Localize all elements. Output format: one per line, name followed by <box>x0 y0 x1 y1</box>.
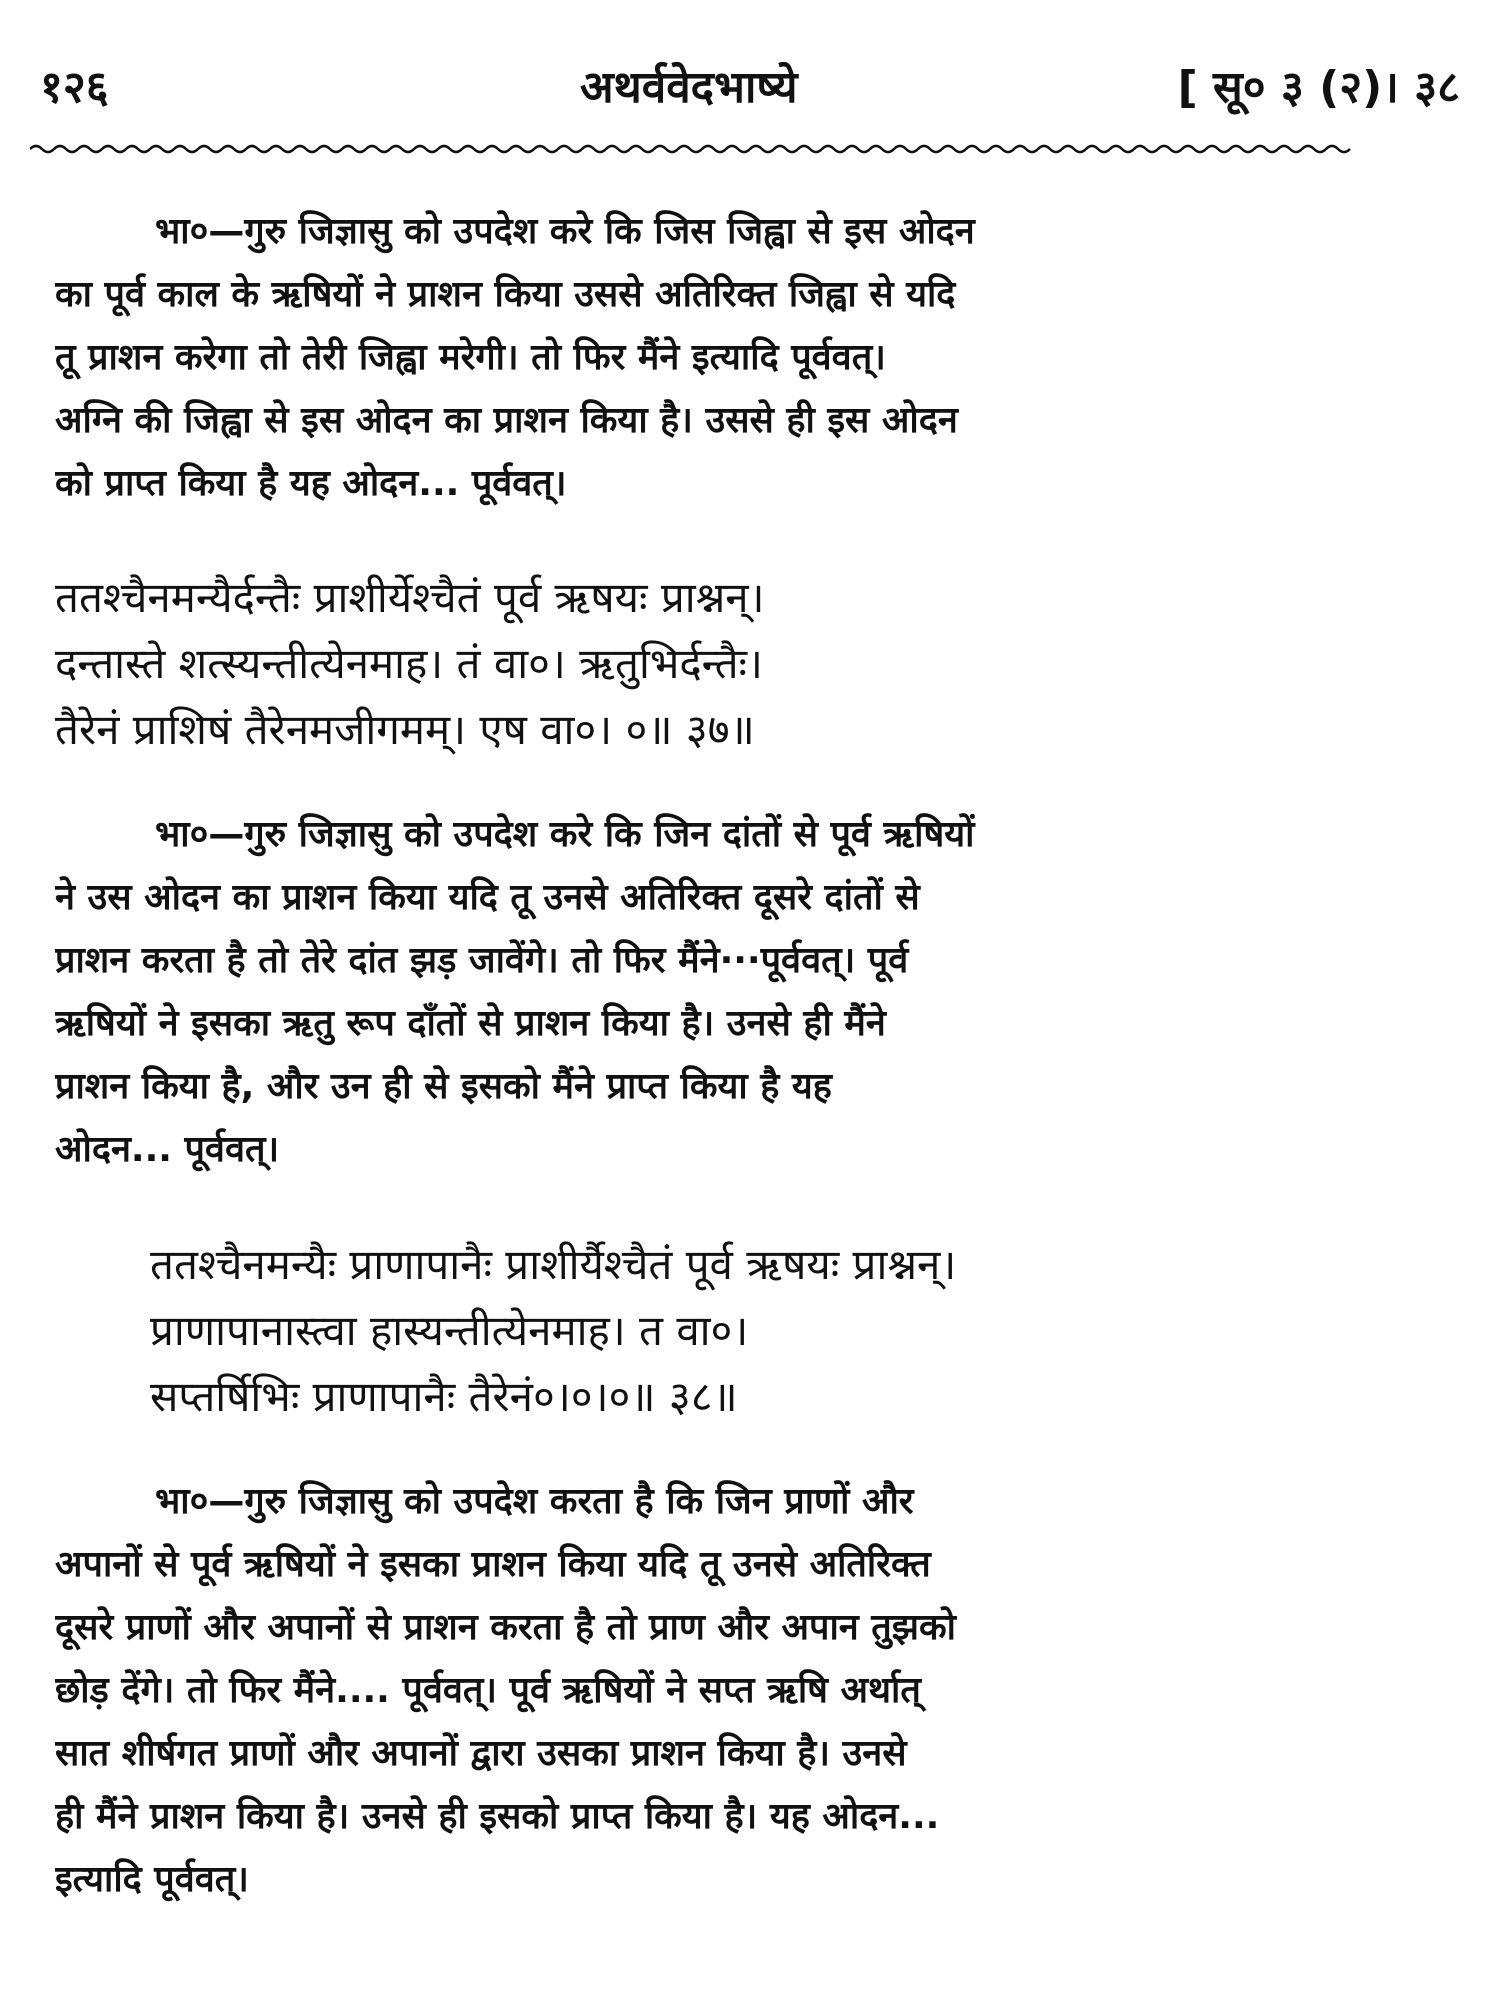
running-title: अथर्ववेदभाष्ये <box>580 62 798 113</box>
text-line: प्राशन किया है, और उन ही से इसको मैंने प्राप्त किया है यह <box>55 1066 832 1107</box>
text-line: प्राशन करता है तो तेरे दांत झड़ जावेंगे। तो फिर मैंने···पूर्ववत्। पूर्व <box>55 940 909 981</box>
verse-line: दन्तास्ते शत्स्यन्तीत्येनमाह। तं वा०। ऋतुभिर्दन्तैः। <box>55 639 763 688</box>
text-line: का पूर्व काल के ऋषियों ने प्राशन किया उससे अतिरिक्त जिह्वा से यदि <box>55 274 956 315</box>
text-line: छोड़ देंगे। तो फिर मैंने.... पूर्ववत्। पूर्व ऋषियों ने सप्त ऋषि अर्थात् <box>55 1670 921 1711</box>
verse-line: प्राणापानास्त्वा हास्यन्तीत्येनमाह। त वा०। <box>150 1306 749 1355</box>
text-line: भा०—गुरु जिज्ञासु को उपदेश करता है कि जिन प्राणों और <box>155 1481 914 1522</box>
text-line: ही मैंने प्राशन किया है। उनसे ही इसको प्राप्त किया है। यह ओदन... <box>55 1796 940 1837</box>
header-wavy-rule <box>30 142 1470 156</box>
text-line: भा०—गुरु जिज्ञासु को उपदेश करे कि जिस जिह्वा से इस ओदन <box>155 211 975 252</box>
text-line: ने उस ओदन का प्राशन किया यदि तू उनसे अतिरिक्त दूसरे दांतों से <box>55 877 920 918</box>
page-number: १२६ <box>40 62 109 113</box>
verse-line: ततश्चैनमन्यैर्दन्तैः प्राशीर्येश्चैतं पूर्व ऋषयः प्राश्नन्। <box>55 573 765 622</box>
text-line: को प्राप्त किया है यह ओदन... पूर्ववत्। <box>55 463 567 504</box>
verse-line: तैरेनं प्राशिषं तैरेनमजीगमम्। एष वा०। ०॥ ३७॥ <box>55 705 755 754</box>
verse-line: सप्तर्षिभिः प्राणापानैः तैरेनं०।०।०॥ ३८॥ <box>150 1372 738 1421</box>
commentary-1 <box>55 200 1450 515</box>
text-line: भा०—गुरु जिज्ञासु को उपदेश करे कि जिन दांतों से पूर्व ऋषियों <box>155 814 975 855</box>
verse-38 <box>150 1232 1440 1430</box>
text-line: दूसरे प्राणों और अपानों से प्राशन करता है तो प्राण और अपान तुझको <box>55 1607 956 1648</box>
page-header <box>40 55 1460 125</box>
text-line: ओदन... पूर्ववत्। <box>55 1129 280 1170</box>
text-line: इत्यादि पूर्ववत्। <box>55 1859 249 1900</box>
commentary-2 <box>55 803 1450 1181</box>
commentary-3 <box>55 1470 1450 1911</box>
verse-37 <box>55 565 1435 763</box>
text-line: तू प्राशन करेगा तो तेरी जिह्वा मरेगी। तो फिर मैंने इत्यादि पूर्ववत्। <box>55 337 886 378</box>
text-line: अपानों से पूर्व ऋषियों ने इसका प्राशन किया यदि तू उनसे अतिरिक्त <box>55 1544 931 1585</box>
verse-line: ततश्चैनमन्यैः प्राणापानैः प्राशीर्यैश्चैतं पूर्व ऋषयः प्राश्नन्। <box>150 1240 957 1289</box>
text-line: सात शीर्षगत प्राणों और अपानों द्वारा उसका प्राशन किया है। उनसे <box>55 1733 907 1774</box>
sukta-reference: [ सू० ३ (२)। ३८ <box>1177 62 1460 113</box>
text-line: ऋषियों ने इसका ऋतु रूप दाँतों से प्राशन किया है। उनसे ही मैंने <box>55 1003 886 1044</box>
text-line: अग्नि की जिह्वा से इस ओदन का प्राशन किया है। उससे ही इस ओदन <box>55 400 958 441</box>
